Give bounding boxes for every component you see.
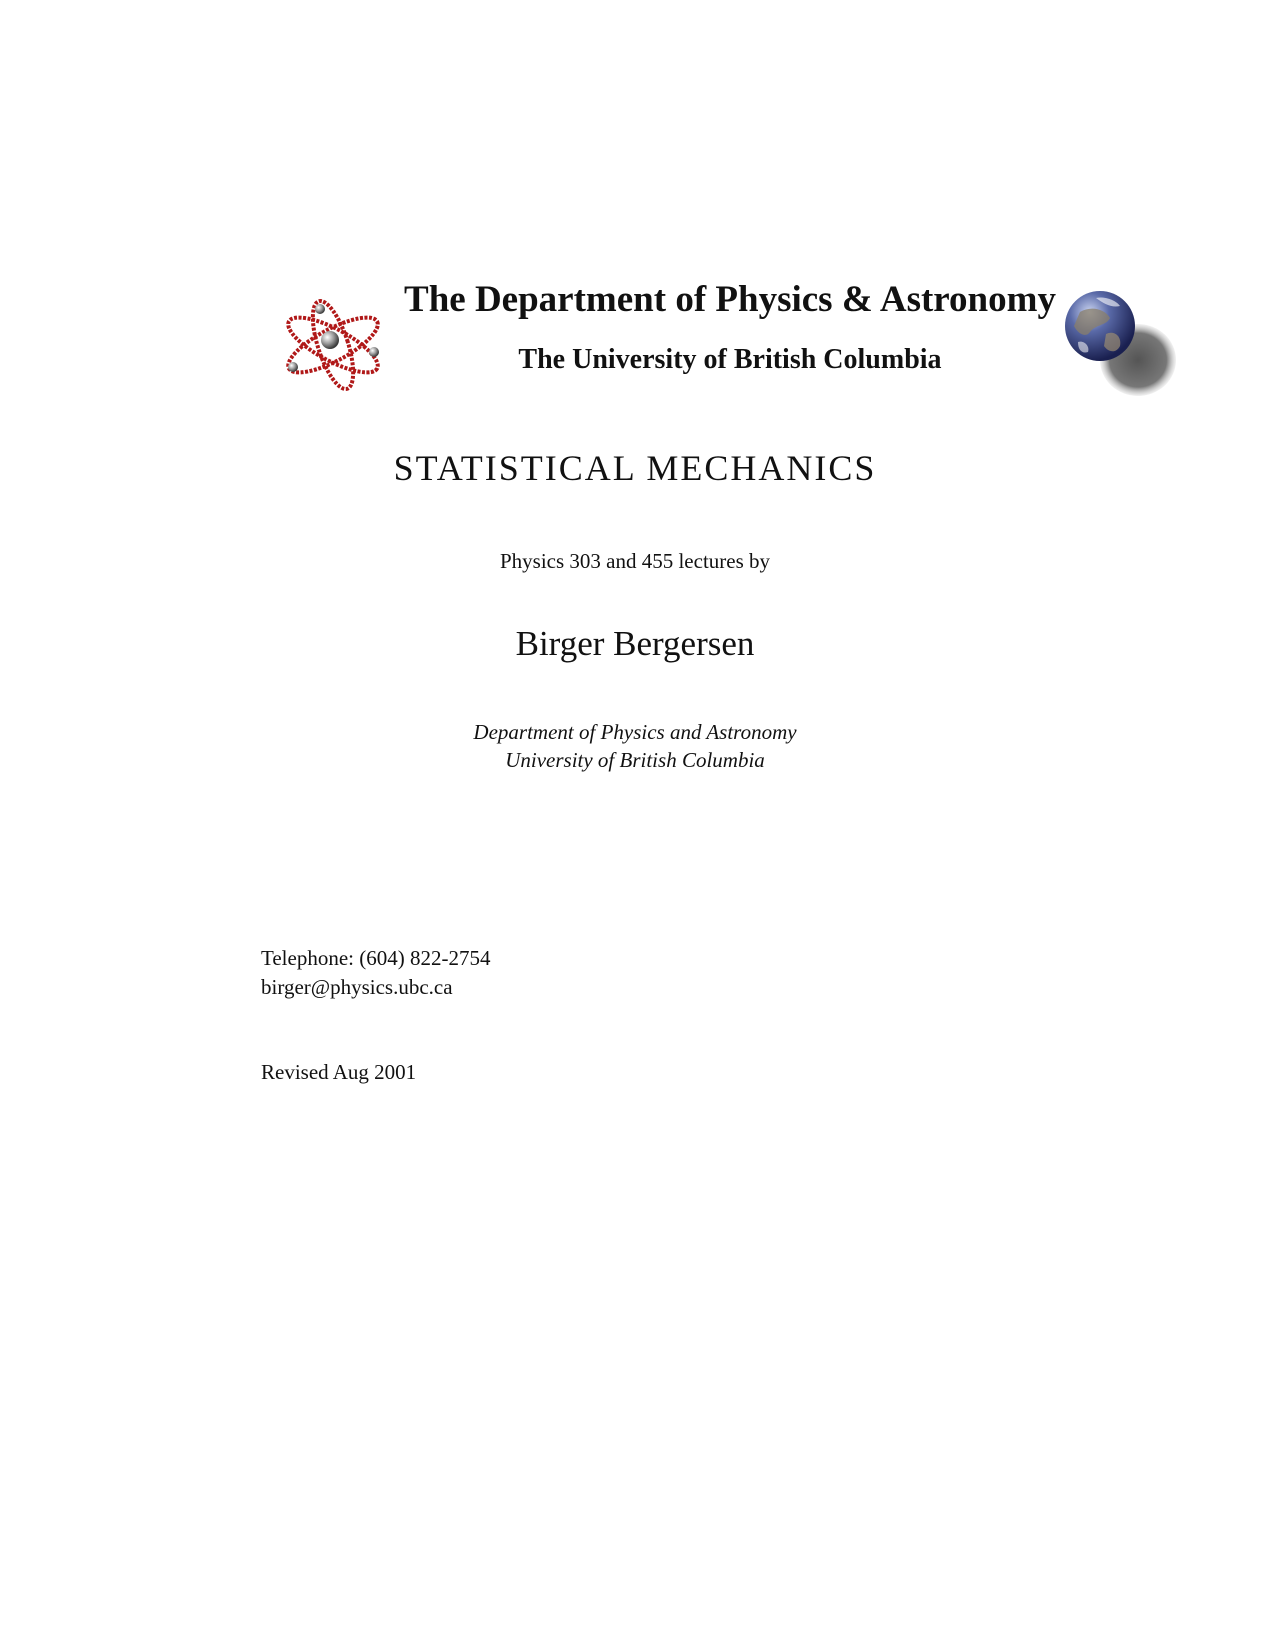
telephone: Telephone: (604) 822-2754 [261,946,491,970]
contact-block [261,944,490,1002]
department-title: The Department of Physics & Astronomy [404,279,1056,320]
university-subtitle: The University of British Columbia [518,344,942,375]
affiliation-line-2: University of British Columbia [505,748,765,772]
author-name: Birger Bergersen [515,624,755,663]
revision-date: Revised Aug 2001 [261,1060,417,1084]
email-address: birger@physics.ubc.ca [261,975,453,999]
document-title: STATISTICAL MECHANICS [393,448,877,488]
lectures-line: Physics 303 and 455 lectures by [499,549,771,573]
globe-icon [1060,290,1180,405]
atom-icon [278,295,388,395]
author-affiliation [300,718,970,774]
affiliation-line-1: Department of Physics and Astronomy [473,720,797,744]
